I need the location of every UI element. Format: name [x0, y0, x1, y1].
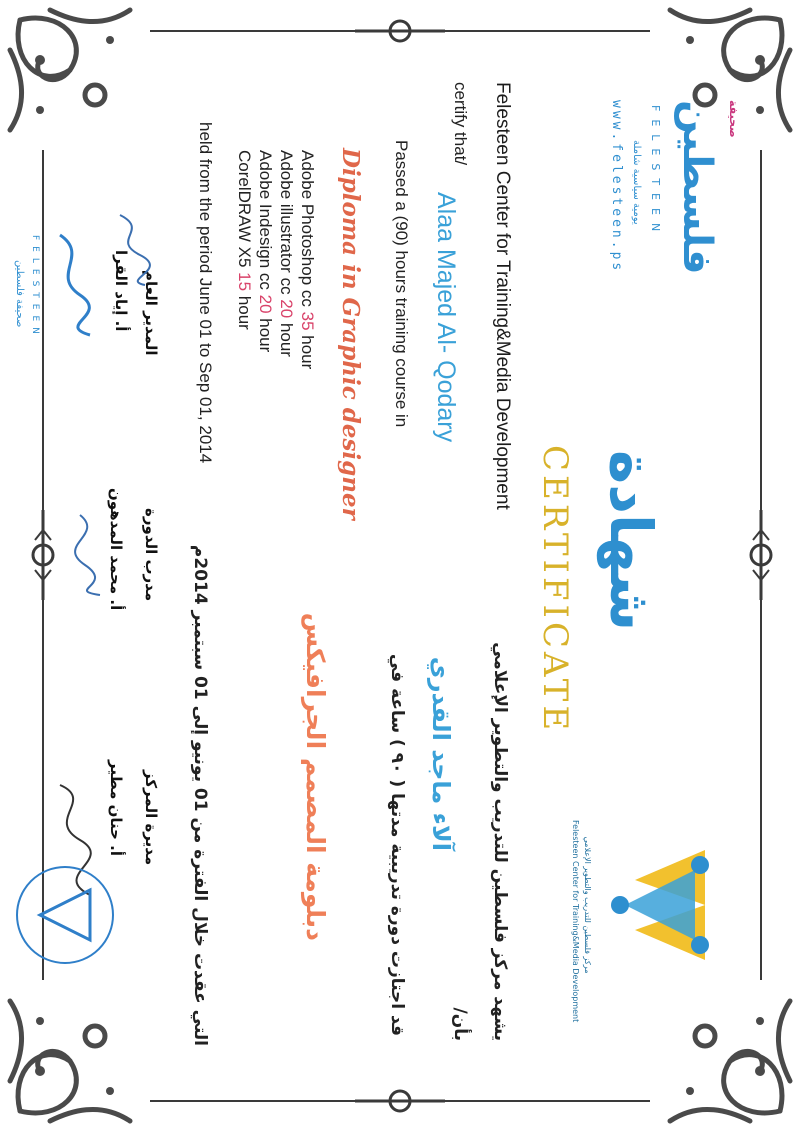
module-name: CorelDRAW X5 [235, 150, 254, 273]
module-name: Adobe illustrator cc [277, 150, 296, 300]
course-module-row [255, 150, 276, 369]
course-intro-en: Passed a (90) hours training course in [392, 140, 411, 428]
module-unit: hour [235, 291, 254, 330]
module-hours: 15 [235, 272, 254, 292]
module-unit: hour [256, 313, 275, 353]
signature-title-2: مدرب الدورة [142, 508, 160, 602]
course-title-ar: دبلومة المصمم الجرافيكس [301, 612, 330, 941]
center-logo-icon [595, 830, 715, 980]
signature-title-3: مديرة المركز [142, 770, 160, 866]
newspaper-stamp-icon [30, 225, 110, 345]
org-line-ar: يشهد مركز فلسطين للتدريب والتطوير الإعلامي [490, 642, 510, 1041]
center-logo-caption-en: Felesteen Center for Training&Media Development [571, 820, 580, 1023]
course-title-en: Diploma in Graphic designer [337, 148, 364, 520]
course-module-row [234, 150, 255, 369]
course-modules [234, 150, 318, 369]
module-unit: hour [277, 318, 296, 357]
signature-title-1: المدير العام [142, 270, 160, 356]
center-logo-caption: مركز فلسطين للتدريب والتطوير الإعلامي [583, 836, 592, 974]
newspaper-subtitle: يومية سياسية شاملة [631, 140, 642, 225]
certify-label-ar: بأن/ [450, 1007, 470, 1041]
course-period-ar: التي عقدت خلال الفترة من 01 يونيو إلى 01 سبتمبر 2014م [190, 544, 210, 1046]
module-hours: 35 [298, 311, 317, 331]
module-hours: 20 [277, 299, 296, 319]
newspaper-tag: صحيفة [727, 100, 740, 138]
center-stamp-icon [10, 860, 120, 970]
newspaper-url: www.felesteen.ps [609, 100, 624, 274]
course-intro-ar: قد اجتازت دورة تدريبية مدتها ( ٩٠ ) ساعة في [387, 653, 407, 1036]
module-name: Adobe Photoshop cc [298, 150, 317, 312]
module-unit: hour [298, 330, 317, 370]
signature-scribble-2-icon [50, 510, 110, 600]
module-hours: 20 [256, 294, 275, 314]
org-line-en: Felesteen Center for Training&Media Development [492, 82, 513, 510]
newspaper-name-ar: فلسطين [674, 100, 720, 275]
newspaper-name-en: FELESTEEN [649, 105, 662, 240]
stamp-text-ar: صحيفة فلسطين [14, 260, 25, 328]
certify-label-en: certify that/ [451, 82, 470, 166]
module-name: Adobe Indesign cc [256, 150, 275, 295]
stamp-text-en: FELESTEEN [30, 235, 40, 340]
signature-name-3: أ. حنان مطير [107, 760, 125, 857]
recipient-name-en: Alaa Majed Al- Qodary [432, 192, 460, 443]
recipient-name-ar: آلاء ماجد القدري [427, 656, 455, 851]
course-module-row [276, 150, 297, 369]
course-module-row [297, 150, 318, 369]
certificate-title-arabic: شهادة [597, 450, 665, 632]
course-period-en: held from the period June 01 to Sep 01, 2014 [196, 122, 215, 464]
certificate-title-english: CERTIFICATE [535, 445, 575, 735]
signature-name-2: أ. محمد المدهون [107, 488, 125, 611]
signature-name-1: أ. إياد القرا [112, 250, 130, 332]
